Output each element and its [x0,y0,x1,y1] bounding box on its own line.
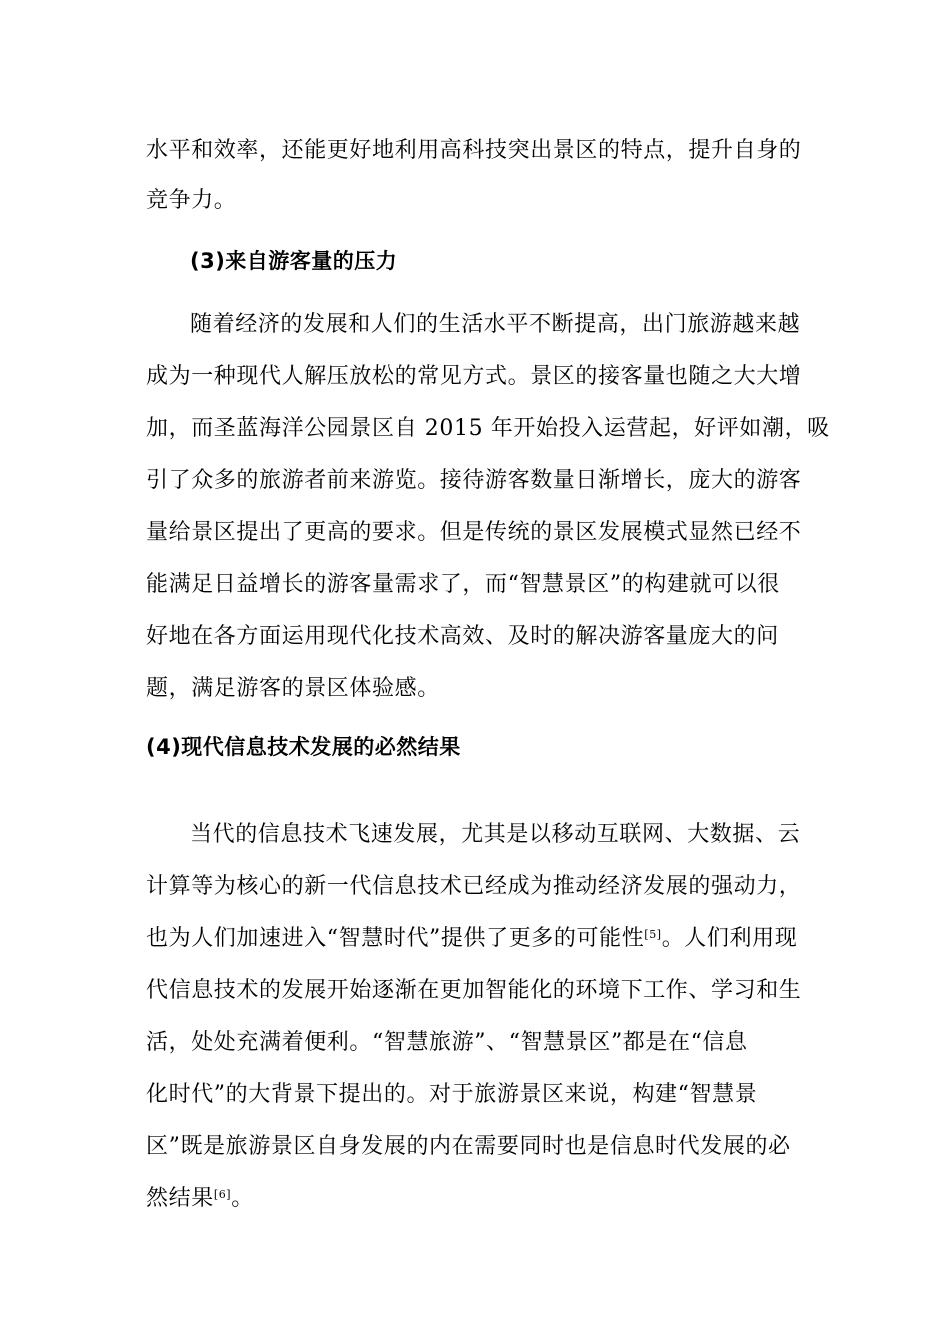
text-segment: 。人们利用现 [661,926,798,951]
text-segment: 。 [231,1186,254,1211]
text-line: 量给景区提出了更高的要求。但是传统的景区发展模式显然已经不 [146,520,802,545]
text-line: 竞争力。 [146,188,237,213]
text-line: 引了众多的旅游者前来游览。接待游客数量日渐增长，庞大的游客 [146,468,802,493]
text-line: 区”既是旅游景区自身发展的内在需要同时也是信息时代发展的必 [146,1134,791,1159]
text-line: 计算等为核心的新一代信息技术已经成为推动经济发展的强动力， [146,874,802,899]
citation-5: [5] [644,928,662,941]
text-line: 代信息技术的发展开始逐渐在更加智能化的环境下工作、学习和生 [146,978,802,1003]
text-line: 化时代”的大背景下提出的。对于旅游景区来说，构建“智慧景 [146,1082,758,1107]
text-line: 随着经济的发展和人们的生活水平不断提高，出门旅游越来越 [190,312,801,337]
text-line: 当代的信息技术飞速发展，尤其是以移动互联网、大数据、云 [190,822,801,847]
text-line: 活，处处充满着便利。“智慧旅游”、“智慧景区”都是在“信息 [146,1030,748,1055]
text-segment: 也为人们加速进入“智慧时代”提供了更多的可能性 [146,926,645,951]
text-line: 能满足日益增长的游客量需求了，而“智慧景区”的构建就可以很 [146,572,780,597]
section-heading-3: (3)来自游客量的压力 [190,249,398,273]
section-heading-4: (4)现代信息技术发展的必然结果 [146,735,461,759]
text-line [146,924,797,954]
text-line: 好地在各方面运用现代化技术高效、及时的解决游客量庞大的问 [146,624,779,649]
text-line: 成为一种现代人解压放松的常见方式。景区的接客量也随之大大增 [146,364,802,389]
text-line [146,1184,254,1214]
text-segment: 然结果 [146,1186,214,1211]
citation-6: [6] [213,1188,232,1201]
text-line: 题，满足游客的景区体验感。 [146,676,440,701]
text-line: 水平和效率，还能更好地利用高科技突出景区的特点，提升自身的 [146,138,802,163]
text-line: 加，而圣蓝海洋公园景区自 2015 年开始投入运营起，好评如潮，吸 [146,416,830,441]
